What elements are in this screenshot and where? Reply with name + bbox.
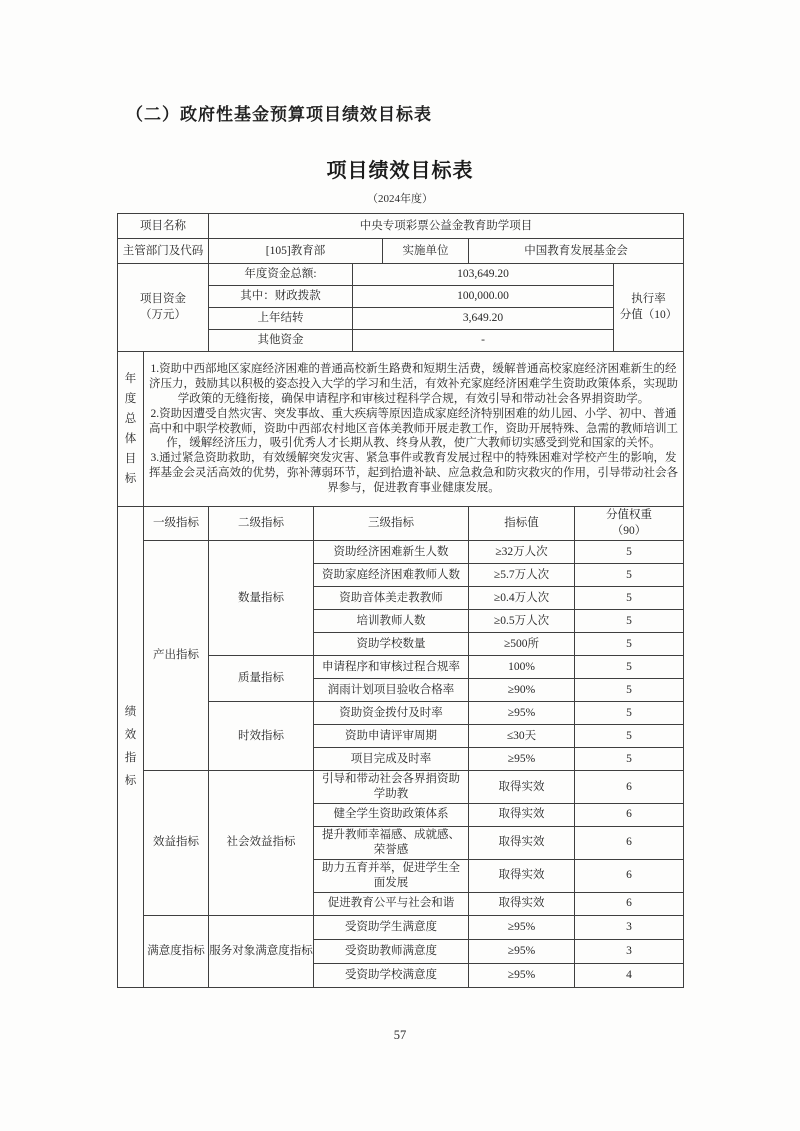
funds-other-value: - <box>353 330 614 352</box>
header-weight <box>575 507 684 541</box>
header-level2: 二级指标 <box>209 507 314 541</box>
indicator-name: 项目完成及时率 <box>314 748 469 771</box>
indicator-value: ≥95% <box>469 915 575 939</box>
indicator-weight: 5 <box>575 679 684 702</box>
indicator-value: ≥95% <box>469 702 575 725</box>
indicator-value: 取得实效 <box>469 892 575 915</box>
annual-goal-text <box>144 352 684 507</box>
indicator-value: ≥95% <box>469 963 575 987</box>
indicator-name: 助力五育并举，促进学生全面发展 <box>314 859 469 892</box>
project-name-label: 项目名称 <box>118 214 209 239</box>
indicator-row <box>118 771 684 804</box>
indicator-weight: 6 <box>575 826 684 859</box>
indicator-value: ≥500所 <box>469 633 575 656</box>
page-number: 57 <box>393 1028 407 1042</box>
department-row <box>118 239 684 264</box>
indicator-weight: 4 <box>575 963 684 987</box>
department-label: 主管部门及代码 <box>118 239 209 264</box>
indicator-value: ≥90% <box>469 679 575 702</box>
indicator-name: 申请程序和审核过程合规率 <box>314 656 469 679</box>
indicator-name: 健全学生资助政策体系 <box>314 803 469 826</box>
group-social-benefit: 社会效益指标 <box>209 771 314 916</box>
execution-rate-line1: 执行率 <box>631 292 666 305</box>
table-subtitle: （2024年度） <box>367 193 433 205</box>
indicator-name: 资助资金拨付及时率 <box>314 702 469 725</box>
funds-carryover-value: 3,649.20 <box>353 308 614 330</box>
indicator-weight: 5 <box>575 725 684 748</box>
indicator-weight: 5 <box>575 633 684 656</box>
goal-paragraph-2: 2.资助因遭受自然灾害、突发事故、重大疾病等原因造成家庭经济特别困难的幼儿园、小学、初中、普通高中和中职学校教师，资助中西部农村地区音体美教师开展走教工作，资助开展特殊、急需的教师培训工作，缓解经济压力，吸引优秀人才长期从教、终身从教，使广大教师切实感受到党和国家的关怀。 <box>149 407 678 450</box>
indicator-weight: 5 <box>575 610 684 633</box>
indicator-row <box>118 541 684 564</box>
indicator-name: 受资助学生满意度 <box>314 915 469 939</box>
annual-goal-table <box>117 351 684 507</box>
indicator-value: ≤30天 <box>469 725 575 748</box>
funds-label <box>118 264 209 352</box>
indicators-side-label: 绩效指标 <box>118 507 144 988</box>
project-name-row <box>118 214 684 239</box>
group-benefit: 效益指标 <box>144 771 209 916</box>
funds-label-line2: （万元） <box>140 308 186 321</box>
indicator-name: 培训教师人数 <box>314 610 469 633</box>
execution-rate-label <box>614 264 684 352</box>
indicator-weight: 6 <box>575 803 684 826</box>
header-weight-line1: 分值权重 <box>606 509 652 521</box>
group-output: 产出指标 <box>144 541 209 771</box>
implementer-value: 中国教育发展基金会 <box>469 239 684 264</box>
indicator-value: ≥32万人次 <box>469 541 575 564</box>
execution-rate-line2: 分值（10） <box>619 308 678 321</box>
indicator-name: 引导和带动社会各界捐资助学助教 <box>314 771 469 804</box>
funds-other-label: 其他资金 <box>209 330 353 352</box>
group-quality: 质量指标 <box>209 656 314 702</box>
indicator-weight: 5 <box>575 702 684 725</box>
indicator-name: 受资助学校满意度 <box>314 963 469 987</box>
indicator-name: 促进教育公平与社会和谐 <box>314 892 469 915</box>
indicator-weight: 3 <box>575 939 684 963</box>
indicator-weight: 3 <box>575 915 684 939</box>
indicator-weight: 6 <box>575 771 684 804</box>
funds-label-line1: 项目资金 <box>140 292 186 305</box>
indicators-table <box>117 506 684 988</box>
goal-paragraph-1: 1.资助中西部地区家庭经济困难的普通高校新生路费和短期生活费，缓解普通高校家庭经济困难新生的经济压力，鼓励其以积极的姿态投入大学的学习和生活，有效补充家庭经济困难学生资助政策体系，实现助学政策的无缝衔接，确保申请程序和审核过程科学合规，有效引导和带动社会各界捐资助学。 <box>149 362 678 405</box>
project-info-table <box>117 213 684 264</box>
indicator-value: ≥95% <box>469 939 575 963</box>
annual-goal-row <box>118 352 684 507</box>
indicator-value: 100% <box>469 656 575 679</box>
indicator-name: 受资助教师满意度 <box>314 939 469 963</box>
indicator-weight: 5 <box>575 656 684 679</box>
indicator-name: 资助申请评审周期 <box>314 725 469 748</box>
annual-goal-label: 年度总体目标 <box>118 352 144 507</box>
group-service-satisfaction: 服务对象满意度指标 <box>209 915 314 987</box>
implementer-label: 实施单位 <box>383 239 469 264</box>
performance-target-table <box>117 213 683 988</box>
header-weight-line2: （90） <box>611 524 647 537</box>
indicator-weight: 6 <box>575 859 684 892</box>
indicator-name: 资助学校数量 <box>314 633 469 656</box>
indicator-row <box>118 915 684 939</box>
indicator-value: 取得实效 <box>469 771 575 804</box>
indicator-value: 取得实效 <box>469 803 575 826</box>
indicator-weight: 5 <box>575 564 684 587</box>
header-level1: 一级指标 <box>144 507 209 541</box>
indicator-weight: 5 <box>575 587 684 610</box>
indicator-name: 资助家庭经济困难教师人数 <box>314 564 469 587</box>
indicator-weight: 6 <box>575 892 684 915</box>
project-name-value: 中央专项彩票公益金教育助学项目 <box>209 214 684 239</box>
goal-paragraph-3: 3.通过紧急资助救助，有效缓解突发灾害、紧急事件或教育发展过程中的特殊困难对学校产生的影响，发挥基金会灵活高效的优势，弥补薄弱环节，起到拾遗补缺、应急救急和防灾救灾的作用，引导带动社会各界参与，促进教育事业健康发展。 <box>149 452 678 495</box>
indicator-name: 润雨计划项目验收合格率 <box>314 679 469 702</box>
indicator-name: 资助经济困难新生人数 <box>314 541 469 564</box>
table-title: 项目绩效目标表 <box>326 160 474 182</box>
header-value: 指标值 <box>469 507 575 541</box>
group-satisfaction: 满意度指标 <box>144 915 209 987</box>
indicator-name: 资助音体美走教教师 <box>314 587 469 610</box>
indicator-weight: 5 <box>575 541 684 564</box>
indicator-name: 提升教师幸福感、成就感、荣誉感 <box>314 826 469 859</box>
funds-fiscal-label: 其中：财政拨款 <box>209 286 353 308</box>
indicators-header-row <box>118 507 684 541</box>
indicator-value: 取得实效 <box>469 859 575 892</box>
group-quantity: 数量指标 <box>209 541 314 656</box>
funds-row-total <box>118 264 684 286</box>
funds-total-value: 103,649.20 <box>353 264 614 286</box>
group-timeliness: 时效指标 <box>209 702 314 771</box>
funds-carryover-label: 上年结转 <box>209 308 353 330</box>
indicator-value: ≥0.4万人次 <box>469 587 575 610</box>
indicator-weight: 5 <box>575 748 684 771</box>
indicator-value: 取得实效 <box>469 826 575 859</box>
funds-fiscal-value: 100,000.00 <box>353 286 614 308</box>
section-heading: （二）政府性基金预算项目绩效目标表 <box>126 105 432 124</box>
project-funds-table <box>117 263 684 352</box>
header-level3: 三级指标 <box>314 507 469 541</box>
funds-total-label: 年度资金总额: <box>209 264 353 286</box>
indicator-value: ≥5.7万人次 <box>469 564 575 587</box>
indicator-value: ≥0.5万人次 <box>469 610 575 633</box>
department-value: [105]教育部 <box>209 239 383 264</box>
indicator-value: ≥95% <box>469 748 575 771</box>
